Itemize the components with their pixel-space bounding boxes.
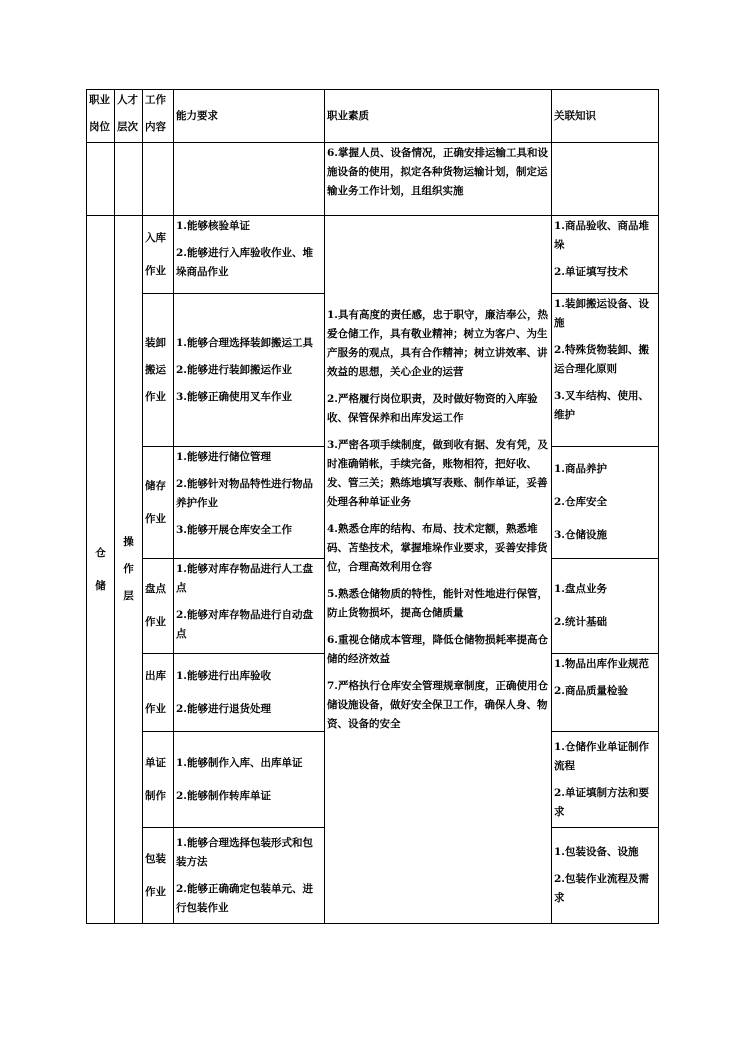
task-name: 储存 作业 <box>143 447 174 559</box>
ability-cell: 1.能够核验单证 2.能够进行入库验收作业、堆垛商品作业 <box>174 216 325 294</box>
table-row <box>87 143 659 216</box>
knowledge-cell: 1.包装设备、设施 2.包装作业流程及需求 <box>552 828 659 924</box>
header-ability: 能力要求 <box>174 90 325 143</box>
knowledge-cell: 1.装卸搬运设备、设施 2.特殊货物装卸、搬运合理化原则 3.叉车结构、使用、维护 <box>552 294 659 447</box>
task-name: 入库 作业 <box>143 216 174 294</box>
ability-cell: 1.能够合理选择包装形式和包装方法 2.能够正确确定包装单元、进行包装作业 <box>174 828 325 924</box>
header-post: 职业 岗位 <box>87 90 115 143</box>
task-name: 装卸 搬运 作业 <box>143 294 174 447</box>
ability-cell: 1.能够进行出库验收 2.能够进行退货处理 <box>174 654 325 732</box>
knowledge-cell: 1.商品养护 2.仓库安全 3.仓储设施 <box>552 447 659 559</box>
table-row <box>87 216 659 294</box>
level-cell: 操 作 层 <box>115 216 143 924</box>
quality-6-prev: 6.掌握人员、设备情况，正确安排运输工具和设施设备的使用，拟定各种货物运输计划，制定运输业务工作计划，且组织实施 <box>325 143 552 216</box>
task-name: 出库 作业 <box>143 654 174 732</box>
quality-cell: 1.具有高度的责任感，忠于职守，廉洁奉公，热爱仓储工作，具有敬业精神；树立为客户、为生产服务的观点，具有合作精神；树立讲效率、讲效益的思想，关心企业的运营 2.严格履行岗位职责，及时做好物资的入库验收、保管保养和出库发运工作 3.严密各项手续制度，做到收有据、发有凭，及时准确销帐，手续完备，账物相符，把好收、发、管三关；熟练地填写表账、制作单证，妥善处理各种单证业务 4.熟悉仓库的结构、布局、技术定额，熟悉堆码、苫垫技术，掌握堆垛作业要求，妥善安排货位，合理高效利用仓容 5.熟悉仓储物质的特性，能针对性地进行保管，防止货物损坏，提高仓储质量 6.重视仓储成本管理，降低仓储物损耗率提高仓储的经济效益 7.严格执行仓库安全管理规章制度，正确使用仓储设施设备，做好安全保卫工作，确保人身、物资、设备的安全 <box>325 216 552 924</box>
knowledge-cell: 1.商品验收、商品堆垛 2.单证填写技术 <box>552 216 659 294</box>
task-name: 盘点 作业 <box>143 559 174 654</box>
header-knowledge: 关联知识 <box>552 90 659 143</box>
knowledge-cell: 1.盘点业务 2.统计基础 <box>552 559 659 654</box>
knowledge-cell: 1.物品出库作业规范 2.商品质量检验 <box>552 654 659 732</box>
task-name: 包装 作业 <box>143 828 174 924</box>
task-name: 单证 制作 <box>143 732 174 828</box>
header-level: 人才 层次 <box>115 90 143 143</box>
header-row <box>87 90 659 143</box>
knowledge-cell: 1.仓储作业单证制作流程 2.单证填制方法和要求 <box>552 732 659 828</box>
header-task: 工作 内容 <box>143 90 174 143</box>
ability-cell: 1.能够合理选择装卸搬运工具 2.能够进行装卸搬运作业 3.能够正确使用叉车作业 <box>174 294 325 447</box>
ability-cell: 1.能够进行储位管理 2.能够针对物品特性进行物品养护作业 3.能够开展仓库安全工作 <box>174 447 325 559</box>
header-quality: 职业素质 <box>325 90 552 143</box>
competency-table <box>86 89 659 924</box>
ability-cell: 1.能够制作入库、出库单证 2.能够制作转库单证 <box>174 732 325 828</box>
ability-cell: 1.能够对库存物品进行人工盘点 2.能够对库存物品进行自动盘点 <box>174 559 325 654</box>
post-cell: 仓 储 <box>87 216 115 924</box>
